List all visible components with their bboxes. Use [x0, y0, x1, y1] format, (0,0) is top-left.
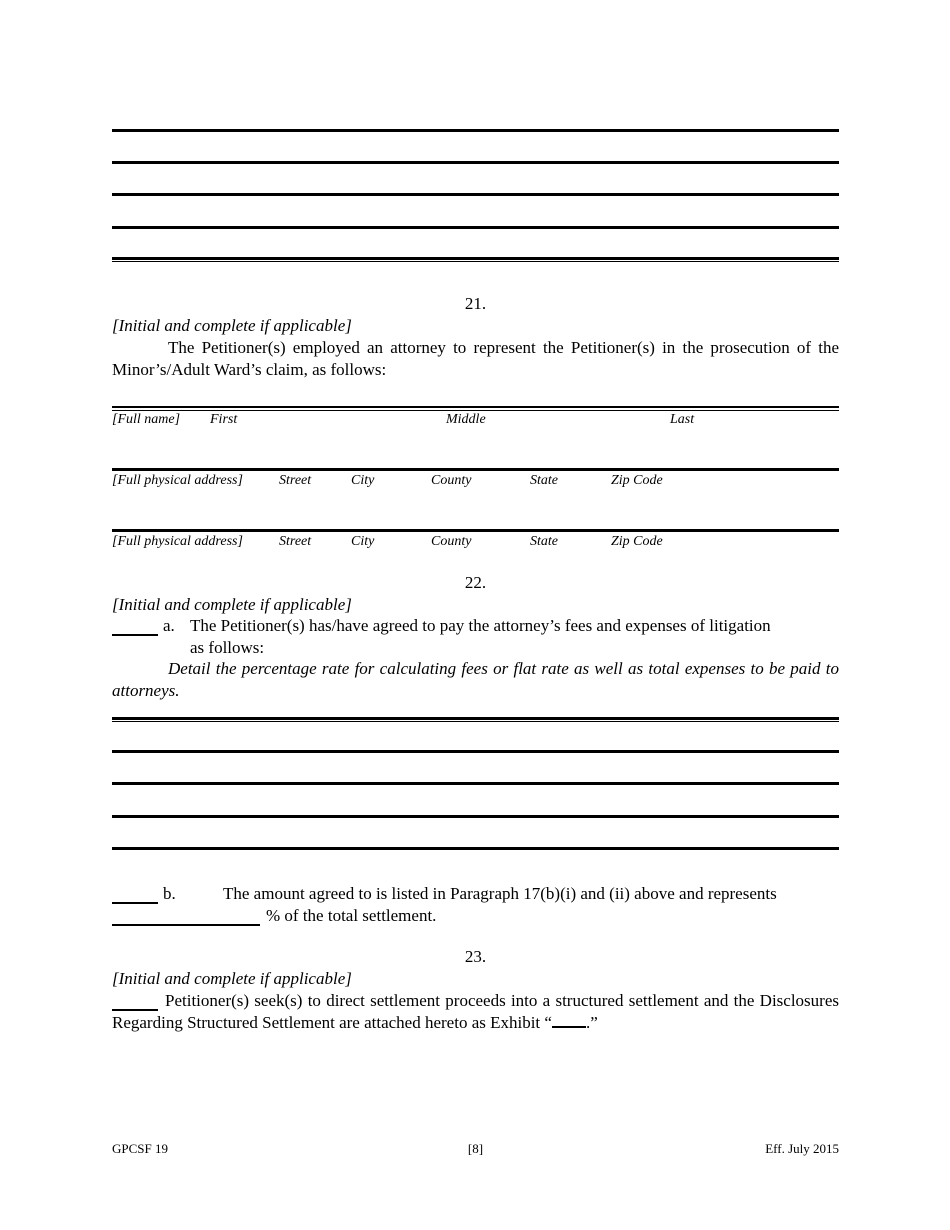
blank-line[interactable]: [112, 161, 839, 164]
instruction-22: [Initial and complete if applicable]: [112, 595, 352, 614]
zip-label: Zip Code: [611, 534, 663, 549]
item-marker-a: a.: [163, 616, 175, 635]
address-label: [Full physical address]: [112, 473, 243, 488]
section-21-text: The Petitioner(s) employed an attorney to represent the Petitioner(s) in the prosecution of the Minor’s/Adult Ward’s claim, as follows:: [112, 338, 839, 379]
instruction-23: [Initial and complete if applicable]: [112, 969, 352, 988]
detail-text: Detail the percentage rate for calculating fees or flat rate as well as total expenses to be paid to attorneys.: [112, 659, 839, 700]
section-23-body: [112, 990, 839, 1034]
city-label: City: [351, 534, 375, 549]
county-label: County: [431, 534, 472, 549]
blank-line[interactable]: [112, 847, 839, 850]
zip-label: Zip Code: [611, 473, 663, 488]
street-label: Street: [279, 473, 312, 488]
state-label: State: [530, 534, 558, 549]
footer-form-id: GPCSF 19: [112, 1141, 168, 1156]
detail-instruction: [112, 658, 839, 702]
attorney-name-line[interactable]: [112, 406, 839, 408]
blank-line[interactable]: [112, 750, 839, 753]
blank-line: [112, 721, 839, 722]
attorney-name-line-underline: [112, 410, 839, 411]
section-number-21: 21.: [464, 294, 487, 313]
instruction-21: [Initial and complete if applicable]: [112, 316, 352, 335]
state-label: State: [530, 473, 558, 488]
item-marker-b: b.: [163, 884, 176, 903]
blank-line[interactable]: [112, 129, 839, 132]
section-23-text: Petitioner(s) seek(s) to direct settlement proceeds into a structured settlement and the Disclosures Regarding Structured Settlement are attached hereto as Exhibit “: [112, 991, 839, 1032]
footer-page-number: [8]: [467, 1141, 484, 1156]
section-23-text-end: .”: [585, 1013, 598, 1032]
last-name-label: Last: [670, 412, 695, 427]
initial-blank-22b[interactable]: [112, 884, 158, 904]
middle-name-label: Middle: [446, 412, 486, 427]
address-line-2[interactable]: [112, 529, 839, 532]
item-b-text-cont: % of the total settlement.: [266, 906, 437, 925]
footer-effective-date: Eff. July 2015: [765, 1141, 839, 1156]
section-number-22: 22.: [464, 573, 487, 592]
item-b-text: The amount agreed to is listed in Paragraph 17(b)(i) and (ii) above and represents: [223, 884, 777, 903]
blank-line[interactable]: [112, 193, 839, 196]
address-line-1[interactable]: [112, 468, 839, 471]
city-label: City: [351, 473, 375, 488]
blank-line[interactable]: [112, 717, 839, 720]
blank-line[interactable]: [112, 782, 839, 785]
item-a-text: The Petitioner(s) has/have agreed to pay the attorney’s fees and expenses of litigation: [190, 616, 771, 635]
blank-line[interactable]: [112, 257, 839, 260]
blank-line[interactable]: [112, 226, 839, 229]
blank-line[interactable]: [112, 815, 839, 818]
blank-line: [112, 261, 839, 262]
address-label: [Full physical address]: [112, 534, 243, 549]
section-21-body: [112, 337, 839, 381]
initial-blank-22a[interactable]: [112, 616, 158, 636]
percentage-blank[interactable]: [112, 906, 260, 926]
county-label: County: [431, 473, 472, 488]
first-name-label: First: [210, 412, 238, 427]
full-name-label: [Full name]: [112, 412, 181, 427]
item-a-text-cont: as follows:: [190, 638, 265, 657]
exhibit-blank[interactable]: [552, 1012, 586, 1028]
street-label: Street: [279, 534, 312, 549]
section-number-23: 23.: [464, 947, 487, 966]
